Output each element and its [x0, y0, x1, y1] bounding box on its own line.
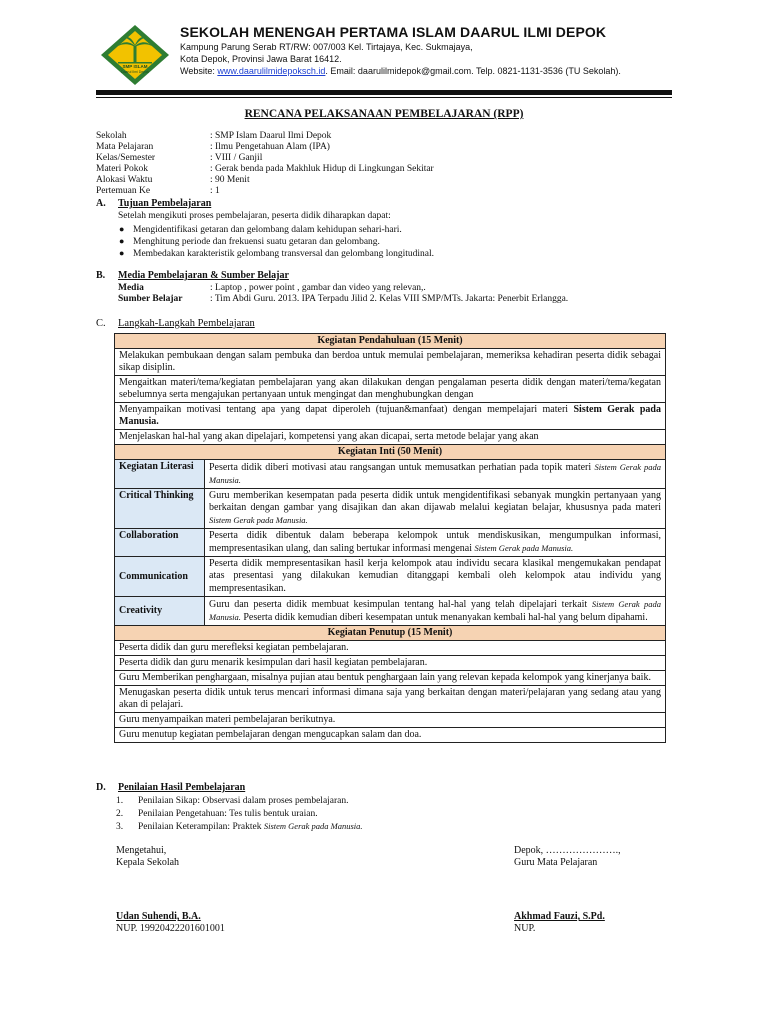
- section-d-heading: [96, 782, 245, 793]
- school-logo: [100, 24, 170, 86]
- table-cell: Menjelaskan hal-hal yang akan dipelajari, kompetensi yang akan dicapai, serta metode belajar yang akan: [115, 430, 666, 445]
- sig-left-name: Udan Suhendi, B.A.: [116, 911, 201, 922]
- sig-left-line1: Mengetahui,: [116, 845, 167, 856]
- table-cell: [205, 489, 666, 529]
- cell-italic: Sistem Gerak pada Manusia.: [474, 543, 574, 553]
- cell-italic: Sistem Gerak pada Manusia.: [209, 515, 308, 525]
- identity-row-subject: [96, 142, 330, 153]
- table-row: [115, 460, 666, 489]
- contact-line: [180, 66, 621, 76]
- table-cell: Peserta didik dan guru merefleksi kegiatan pembelajaran.: [115, 641, 666, 656]
- sig-right-line2: Guru Mata Pelajaran: [514, 857, 598, 868]
- table-row: [115, 489, 666, 529]
- table-row: [115, 403, 666, 430]
- table-cell: Mengaitkan materi/tema/kegiatan pembelajaran yang akan dilakukan dengan pengalaman peserta didik dengan materi/tema/kegatan sebelumnya serta mengajukan pertanyaan untuk mengingat dan menghubungkan dengan: [115, 376, 666, 403]
- source-value: : Tim Abdi Guru. 2013. IPA Terpadu Jilid 2. Kelas VIII SMP/MTs. Jakarta: Penerbit Erlangga.: [210, 294, 569, 304]
- row-label: Communication: [115, 557, 205, 597]
- table-row: [115, 349, 666, 376]
- identity-value: : 90 Menit: [210, 175, 250, 185]
- cell-text: Guru memberikan kesempatan pada peserta didik untuk mengidentifikasi sebanyak mungkin pertanyaan yang berkaitan dengan gambar yang disajikan dan akan dijawab melalui kegiatan belajar, khususnya pada materi: [209, 490, 661, 513]
- list-item-text: Membedakan karakteristik gelombang transversal dan gelombang longitudinal.: [133, 249, 435, 259]
- row-label: Kegiatan Literasi: [115, 460, 205, 489]
- table-row: [115, 529, 666, 557]
- website-link[interactable]: www.daarulilmidepoksch.id: [217, 66, 326, 76]
- list-item: [119, 224, 402, 235]
- logo-subtext: Daarul Ilmi Depok: [121, 70, 149, 74]
- section-title: Langkah-Langkah Pembelajaran: [118, 318, 255, 329]
- identity-label: Mata Pelajaran: [96, 142, 154, 152]
- school-name: SEKOLAH MENENGAH PERTAMA ISLAM DAARUL ILMI DEPOK: [180, 24, 607, 40]
- table-cell: [205, 557, 666, 597]
- logo-text: SMP ISLAM: [122, 64, 148, 69]
- identity-row-class: [96, 153, 262, 164]
- contact-details: . Email: daarulilmidepok@gmail.com. Telp. 0821-1131-3536 (TU Sekolah).: [325, 66, 621, 76]
- table-cell: Guru menutup kegiatan pembelajaran dengan mengucapkan salam dan doa.: [115, 728, 666, 743]
- identity-label: Kelas/Semester: [96, 153, 156, 163]
- cell-emphasis: Sistem Gerak pada Manusia.: [119, 404, 661, 427]
- section-letter: A.: [96, 198, 106, 209]
- cell-text-after: Peserta didik kemudian diberi kesempatan untuk menanyakan kembali hal-hal yang belum dipahami.: [240, 612, 648, 623]
- header-divider-thin: [96, 97, 672, 98]
- sig-left-line2: Kepala Sekolah: [116, 857, 180, 868]
- bullet-icon: ●: [119, 236, 125, 246]
- table-cell: Melakukan pembukaan dengan salam pembuka dan berdoa untuk memulai pembelajaran, memeriksa kehadiran peserta didik sebagai sikap disiplin.: [115, 349, 666, 376]
- section-c-heading: [96, 318, 255, 329]
- cell-text: Guru dan peserta didik membuat kesimpulan tentang hal-hal yang telah dipelajari terkait: [209, 599, 592, 610]
- section-a-heading: [96, 198, 211, 209]
- section-letter: C.: [96, 318, 106, 329]
- table-cell: [205, 460, 666, 489]
- table-header-row: [115, 626, 666, 641]
- table-cell: [205, 597, 666, 626]
- identity-value: : Gerak benda pada Makhluk Hidup di Lingkungan Sekitar: [210, 164, 434, 174]
- identity-row-meeting: [96, 186, 220, 197]
- section-title: Tujuan Pembelajaran: [118, 198, 212, 209]
- section-a-intro: Setelah mengikuti proses pembelajaran, peserta didik diharapkan dapat:: [118, 211, 391, 221]
- bullet-icon: ●: [119, 248, 125, 258]
- cell-text: Peserta didik diberi motivasi atau rangsangan untuk memusatkan perhatian pada topik materi: [209, 462, 595, 473]
- list-item-text: Penilaian Sikap: Observasi dalam proses pembelajaran.: [138, 796, 349, 806]
- address-line-1: Kampung Parung Serab RT/RW: 007/003 Kel. Tirtajaya, Kec. Sukmajaya,: [180, 42, 473, 52]
- cell-text: Menyampaikan motivasi tentang apa yang dapat diperoleh (tujuan&manfaat) dengan mempelajari materi: [119, 404, 574, 415]
- intro-header: Kegiatan Pendahuluan (15 Menit): [115, 334, 666, 349]
- list-item-text: Menghitung periode dan frekuensi suatu getaran dan gelombang.: [133, 237, 380, 247]
- sig-left-nup: NUP. 19920422201601001: [116, 923, 225, 934]
- table-row: [115, 656, 666, 671]
- media-row: [118, 283, 426, 294]
- media-value: : Laptop , power point , gambar dan video yang relevan,.: [210, 283, 426, 293]
- row-label: Creativity: [115, 597, 205, 626]
- core-header: Kegiatan Inti (50 Menit): [115, 445, 666, 460]
- section-title: Penilaian Hasil Pembelajaran: [118, 782, 246, 793]
- table-header-row: [115, 334, 666, 349]
- table-row: [115, 430, 666, 445]
- source-label: Sumber Belajar: [118, 294, 183, 304]
- document-title: RENCANA PELAKSANAAN PEMBELAJARAN (RPP): [244, 108, 524, 120]
- table-cell: Guru Memberikan penghargaan, misalnya pujian atau bentuk penghargaan lain yang relevan kepada kelompok yang kinerjanya baik.: [115, 671, 666, 686]
- list-item: [116, 808, 318, 819]
- section-title: Media Pembelajaran & Sumber Belajar: [118, 270, 289, 281]
- identity-row-time: [96, 175, 250, 186]
- row-label: Collaboration: [115, 529, 205, 557]
- cell-italic: Sistem Gerak pada Manusia.: [209, 599, 661, 622]
- list-item-text: Penilaian Keterampilan: Praktek: [138, 822, 264, 832]
- cell-italic: Sistem Gerak pada Manusia.: [209, 462, 661, 485]
- header-divider-thick: [96, 90, 672, 95]
- table-row: [115, 728, 666, 743]
- table-cell: Menugaskan peserta didik untuk terus mencari informasi dimana saja yang berkaitan dengan materi/pelajaran yang sedang atau yang akan di pelajari.: [115, 686, 666, 713]
- cell-text: Peserta didik dibentuk dalam beberapa kelompok untuk mendiskusikan, mengumpulkan informasi, mempresentasikan ulang, dan saling bertukar informasi mengenai: [209, 530, 661, 554]
- identity-value: : VIII / Ganjil: [210, 153, 263, 163]
- list-item-text: Penilaian Pengetahuan: Tes tulis bentuk uraian.: [138, 809, 318, 819]
- list-item: [116, 795, 349, 806]
- identity-value: : Ilmu Pengetahuan Alam (IPA): [210, 142, 330, 152]
- bullet-icon: ●: [119, 224, 125, 234]
- sig-right-name: Akhmad Fauzi, S.Pd.: [514, 911, 605, 922]
- table-row: [115, 713, 666, 728]
- identity-label: Sekolah: [96, 131, 127, 141]
- identity-label: Pertemuan Ke: [96, 186, 151, 196]
- identity-label: Materi Pokok: [96, 164, 148, 174]
- sig-right-nup: NUP.: [514, 923, 536, 934]
- identity-label: Alokasi Waktu: [96, 175, 153, 185]
- list-number: 3.: [116, 822, 124, 832]
- list-item: [119, 236, 380, 247]
- media-label: Media: [118, 283, 144, 293]
- list-item: [119, 248, 434, 259]
- identity-row-topic: [96, 164, 434, 175]
- table-cell: [115, 403, 666, 430]
- identity-value: : SMP Islam Daarul Ilmi Depok: [210, 131, 332, 141]
- table-header-row: [115, 445, 666, 460]
- list-item-text: Mengidentifikasi getaran dan gelombang dalam kehidupan sehari-hari.: [133, 225, 402, 235]
- list-number: 2.: [116, 809, 124, 819]
- address-line-2: Kota Depok, Provinsi Jawa Barat 16412.: [180, 54, 342, 64]
- source-row: [118, 294, 568, 305]
- table-row: [115, 686, 666, 713]
- closing-header: Kegiatan Penutup (15 Menit): [115, 626, 666, 641]
- sig-right-line1: Depok, ………………….,: [514, 845, 621, 856]
- section-letter: B.: [96, 270, 106, 281]
- identity-row-school: [96, 131, 331, 142]
- section-b-heading: [96, 270, 289, 281]
- table-cell: [205, 529, 666, 557]
- list-number: 1.: [116, 796, 124, 806]
- table-row: [115, 671, 666, 686]
- cell-text: Peserta didik mempresentasikan hasil kerja kelompok atau individu secara klasikal mengemukakan pendapat atas presentasi yang dilakukan kemudian ditanggapi kembali oleh kelompok atau individu yang mempresentasikan.: [209, 558, 661, 594]
- list-item: [116, 821, 363, 832]
- table-row: [115, 376, 666, 403]
- table-row: [115, 597, 666, 626]
- list-item-italic: Sistem Gerak pada Manusia.: [263, 821, 363, 831]
- learning-steps-table: [114, 333, 666, 743]
- school-logo-icon: [100, 24, 170, 86]
- table-cell: Peserta didik dan guru menarik kesimpulan dari hasil kegiatan pembelajaran.: [115, 656, 666, 671]
- table-row: [115, 557, 666, 597]
- table-row: [115, 641, 666, 656]
- table-cell: Guru menyampaikan materi pembelajaran berikutnya.: [115, 713, 666, 728]
- section-letter: D.: [96, 782, 106, 793]
- website-label: Website:: [180, 66, 218, 76]
- row-label: Critical Thinking: [115, 489, 205, 529]
- identity-value: : 1: [210, 186, 220, 196]
